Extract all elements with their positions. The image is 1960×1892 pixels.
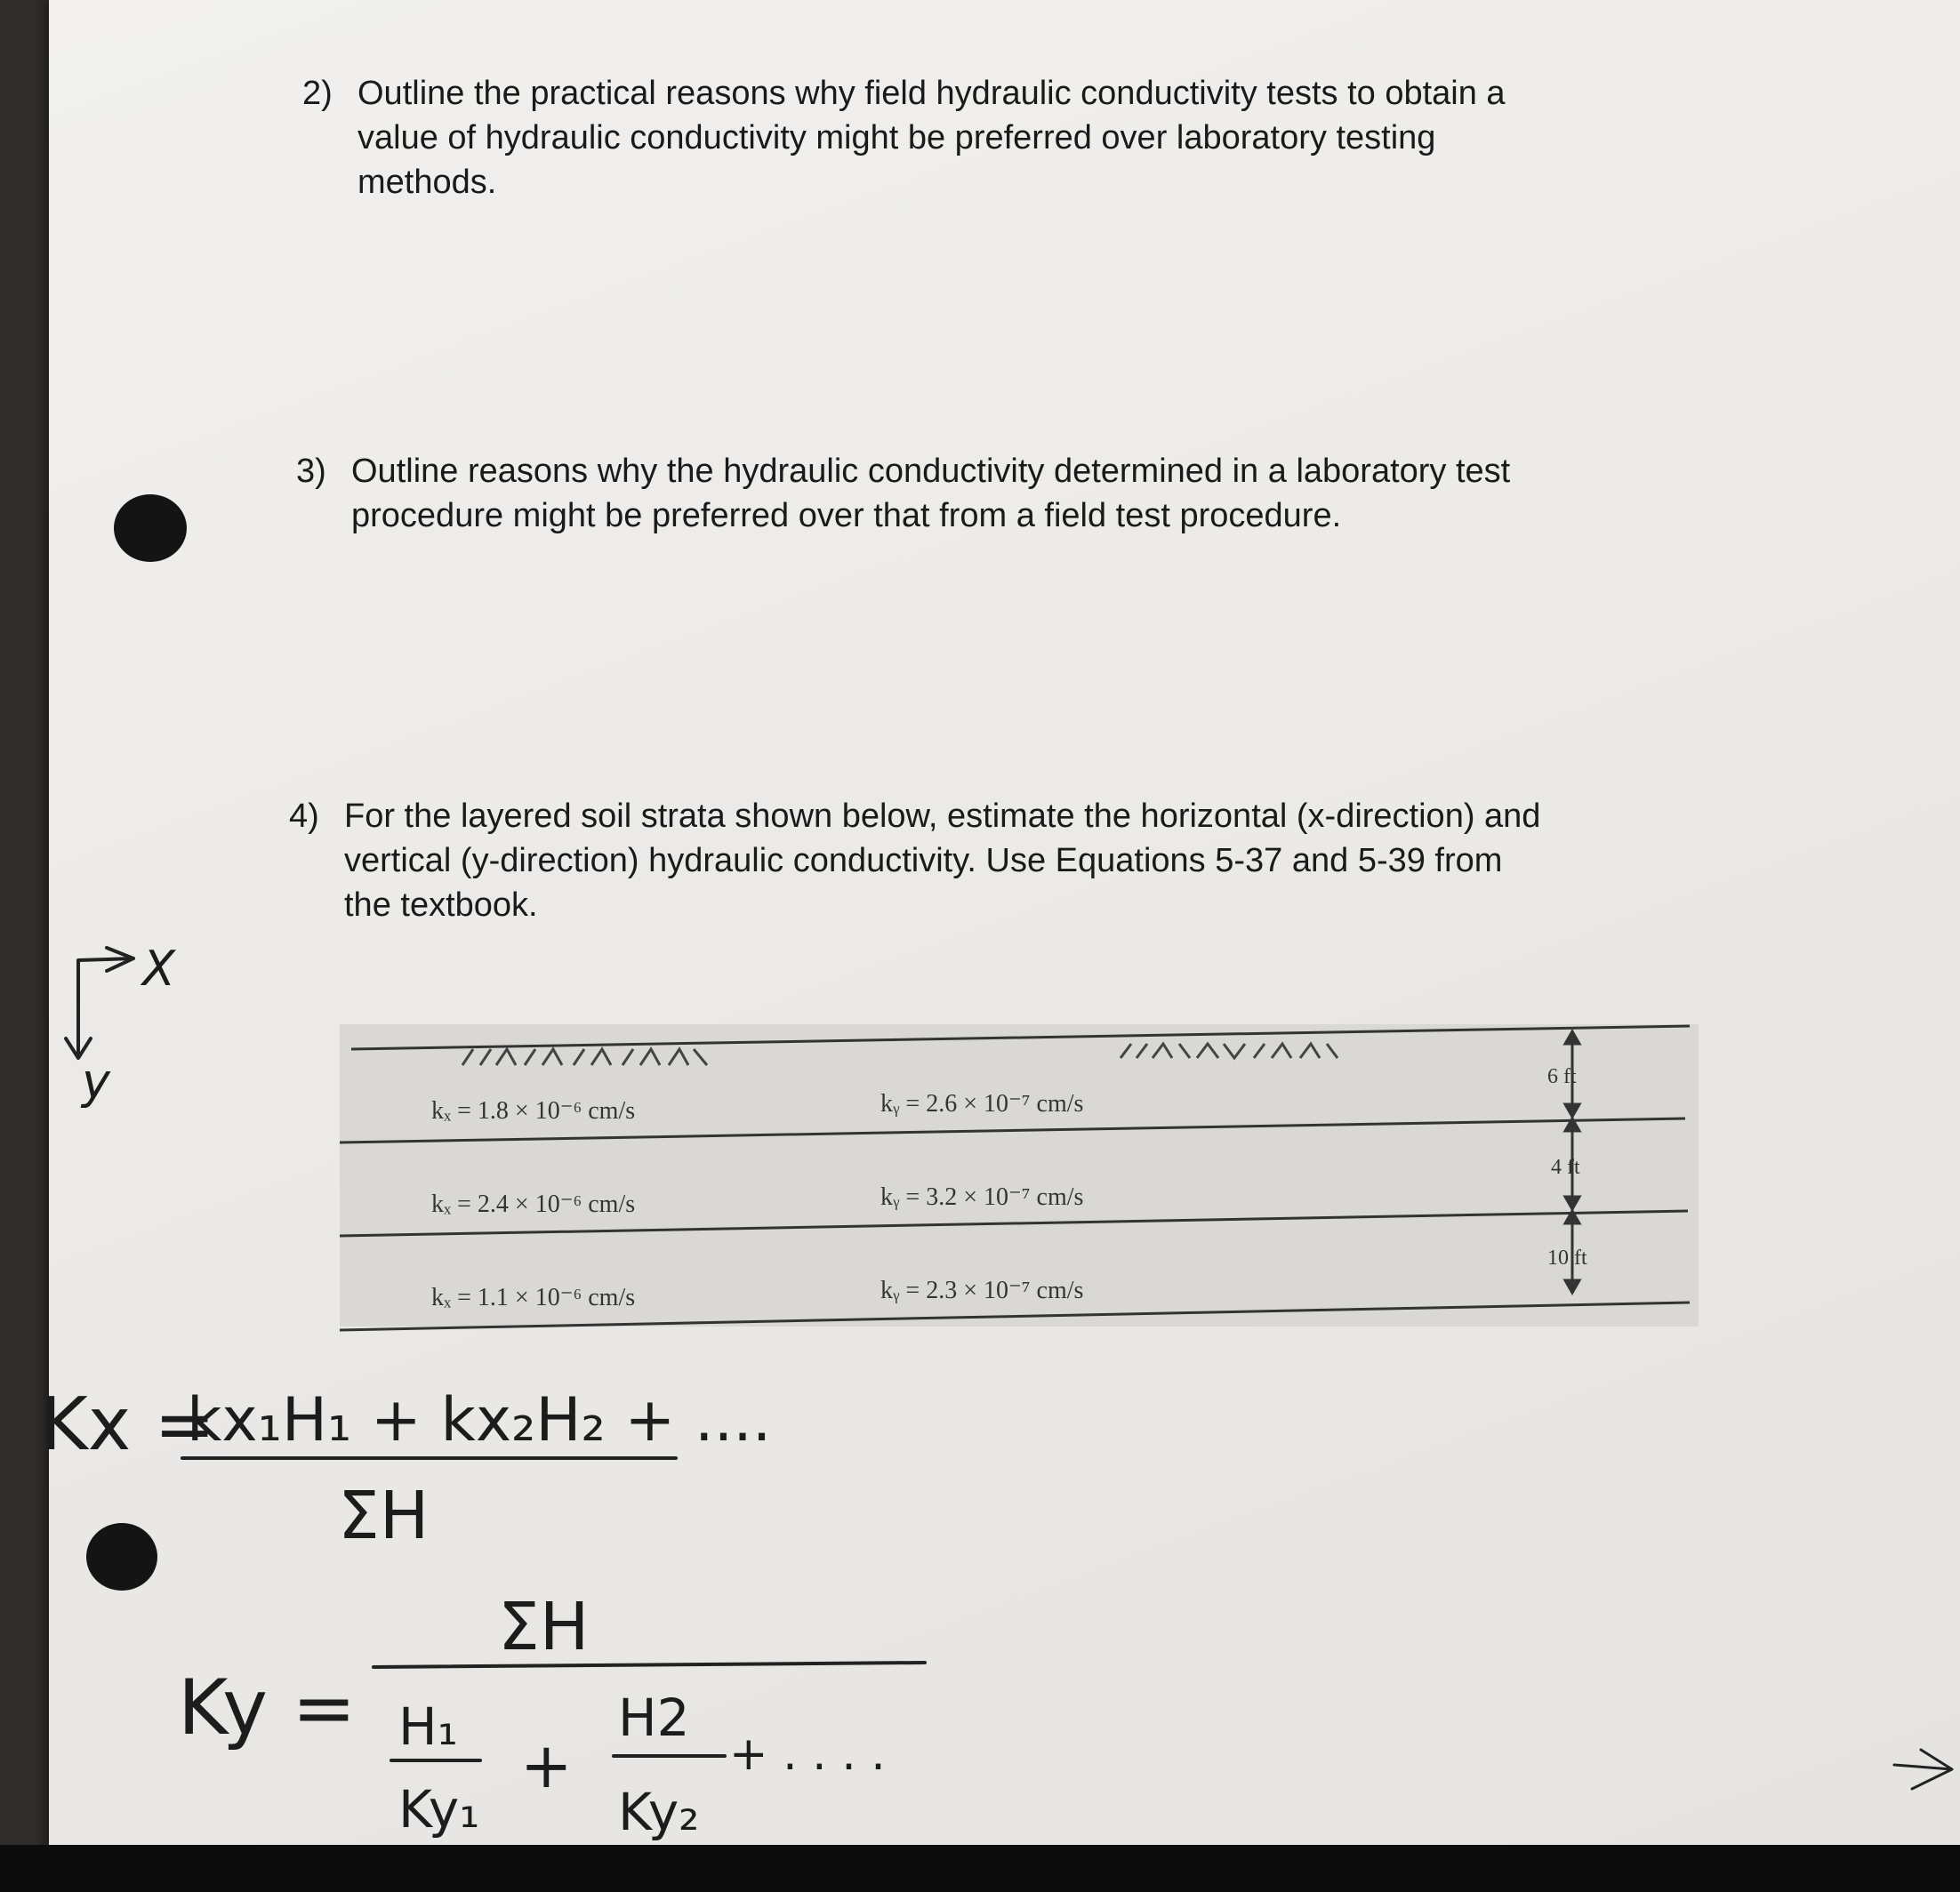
- ky-fraction-bar: [374, 1663, 925, 1667]
- question-text: Outline reasons why the hydraulic conductivity determined in a laboratory test procedure might be preferred over that from a field test procedure.: [351, 453, 1511, 534]
- layer-2-ky: kᵧ = 3.2 × 10⁻⁷ cm/s: [880, 1183, 1084, 1211]
- question-number: 4): [289, 798, 319, 835]
- axis-sketch: [66, 941, 176, 1110]
- continue-arrow-icon: [1894, 1750, 1952, 1789]
- layer-1-kx: kₓ = 1.8 × 10⁻⁶ cm/s: [431, 1097, 636, 1125]
- layer-3-ky: kᵧ = 2.3 × 10⁻⁷ cm/s: [880, 1277, 1084, 1304]
- ky-lhs: Ky =: [178, 1664, 357, 1752]
- kx-numerator: kx₁H₁ + kx₂H₂ + ....: [187, 1385, 772, 1455]
- table-edge: [0, 1845, 1960, 1892]
- kx-denominator: ΣH: [338, 1478, 430, 1554]
- question-text: For the layered soil strata shown below, estimate the horizontal (x-direction) and vertical (y-direction) hydraulic conductivity. Use Equations 5-37 and 5-39 from the textbook.: [344, 798, 1541, 924]
- ky-plus: +: [520, 1729, 573, 1802]
- x-axis-label: X: [142, 941, 175, 997]
- ky-term1-bottom: Ky₁: [398, 1779, 480, 1840]
- ky-equation: [178, 1589, 925, 1842]
- question-number: 2): [302, 75, 333, 112]
- ky-numerator: ΣH: [498, 1589, 590, 1665]
- ky-tail: + . . . .: [729, 1728, 886, 1781]
- ky-term2-bottom: Ky₂: [618, 1782, 700, 1842]
- layer-3-kx: kₓ = 1.1 × 10⁻⁶ cm/s: [431, 1284, 636, 1311]
- layer-1-thickness: 6 ft: [1547, 1065, 1577, 1088]
- layer-1-ky: kᵧ = 2.6 × 10⁻⁷ cm/s: [880, 1090, 1084, 1118]
- layer-2-kx: kₓ = 2.4 × 10⁻⁶ cm/s: [431, 1191, 636, 1218]
- kx-equation: [40, 1383, 771, 1554]
- layer-3-thickness: 10 ft: [1547, 1247, 1587, 1270]
- y-axis-label: y: [82, 1054, 110, 1110]
- ky-term1-top: H₁: [398, 1696, 458, 1757]
- kx-lhs: Kx =: [40, 1383, 216, 1467]
- ky-term2-top: H2: [618, 1688, 690, 1748]
- question-text: Outline the practical reasons why field hydraulic conductivity tests to obtain a value of hydraulic conductivity might be preferred over laboratory testing methods.: [357, 75, 1506, 201]
- layer-2-thickness: 4 ft: [1551, 1156, 1580, 1179]
- question-number: 3): [296, 453, 326, 490]
